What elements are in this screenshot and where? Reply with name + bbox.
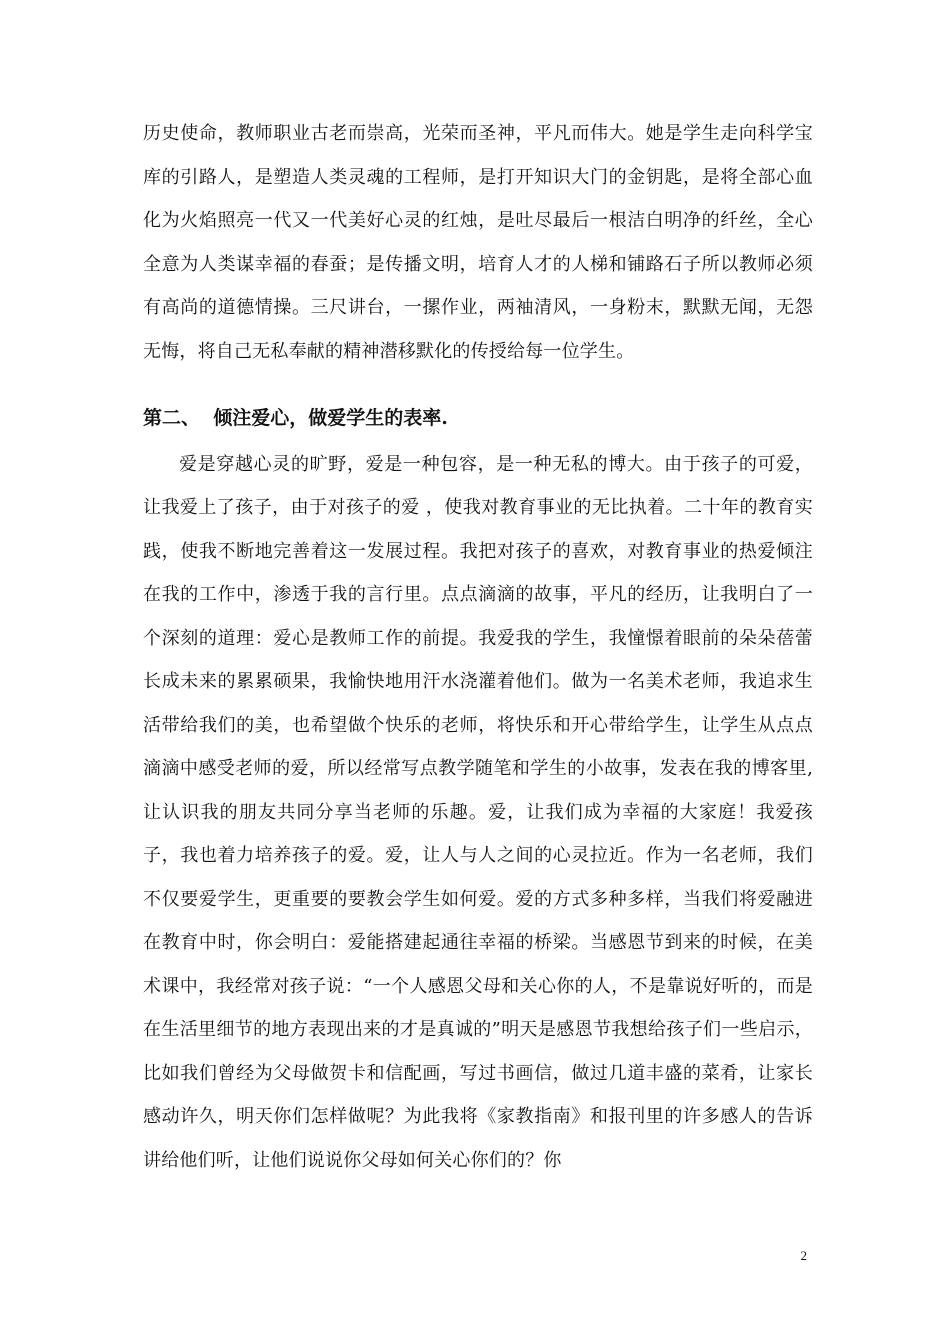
body-paragraph-1: 历史使命，教师职业古老而崇高，光荣而圣神，平凡而伟大。她是学生走向科学宝库的引路人，是塑造人类灵魂的工程师，是打开知识大门的金钥匙，是将全部心血化为火焰照亮一代又一代美好心灵的红烛，是吐尽最后一根洁白明净的纤丝，全心全意为人类谋幸福的春蚕；是传播文明，培育人才的人梯和铺路石子所以教师必须有高尚的道德情操。三尺讲台，一摞作业，两袖清风，一身粉末，默默无闻，无怨无悔，将自己无私奉献的精神潜移默化的传授给每一位学生。 — [143, 123, 813, 362]
body-paragraph-2: 爱是穿越心灵的旷野，爱是一种包容，是一种无私的博大。由于孩子的可爱，让我爱上了孩子，由于对孩子的爱 ，使我对教育事业的无比执着。二十年的教育实践，使我不断地完善着这一发展过程。我把对孩子的喜欢，对教育事业的热爱倾注在我的工作中，渗透于我的言行里。点点滴滴的故事，平凡的经历，让我明白了一个深刻的道理：爱心是教师工作的前提。我爱我的学生，我憧憬着眼前的朵朵蓓蕾长成未来的累累硕果，我愉快地用汗水浇灌着他们。做为一名美术老师，我追求生活带给我们的美，也希望做个快乐的老师，将快乐和开心带给学生，让学生从点点滴滴中感受老师的爱，所以经常写点教学随笔和学生的小故事，发表在我的博客里,让认识我的朋友共同分享当老师的乐趣。爱，让我们成为幸福的大家庭！我爱孩子，我也着力培养孩子的爱。爱，让人与人之间的心灵拉近。作为一名老师，我们不仅要爱学生，更重要的要教会学生如何爱。爱的方式多种多样，当我们将爱融进在教育中时，你会明白：爱能搭建起通往幸福的桥梁。当感恩节到来的时候，在美术课中，我经常对孩子说：“一个人感恩父母和关心你的人，不是靠说好听的，而是在生活里细节的地方表现出来的才是真诚的”明天是感恩节我想给孩子们一些启示，比如我们曾经为父母做贺卡和信配画，写过书画信，做过几道丰盛的菜肴，让家长感动许久，明天你们怎样做呢？为此我将《家教指南》和报刊里的许多感人的告诉讲给他们听，让他们说说你父母如何关心你们的？你 — [143, 453, 813, 1171]
section-heading: 第二、 倾注爱心，做爱学生的表率. — [143, 407, 448, 429]
page-content — [143, 112, 813, 1182]
page-number: 2 — [800, 1248, 807, 1263]
